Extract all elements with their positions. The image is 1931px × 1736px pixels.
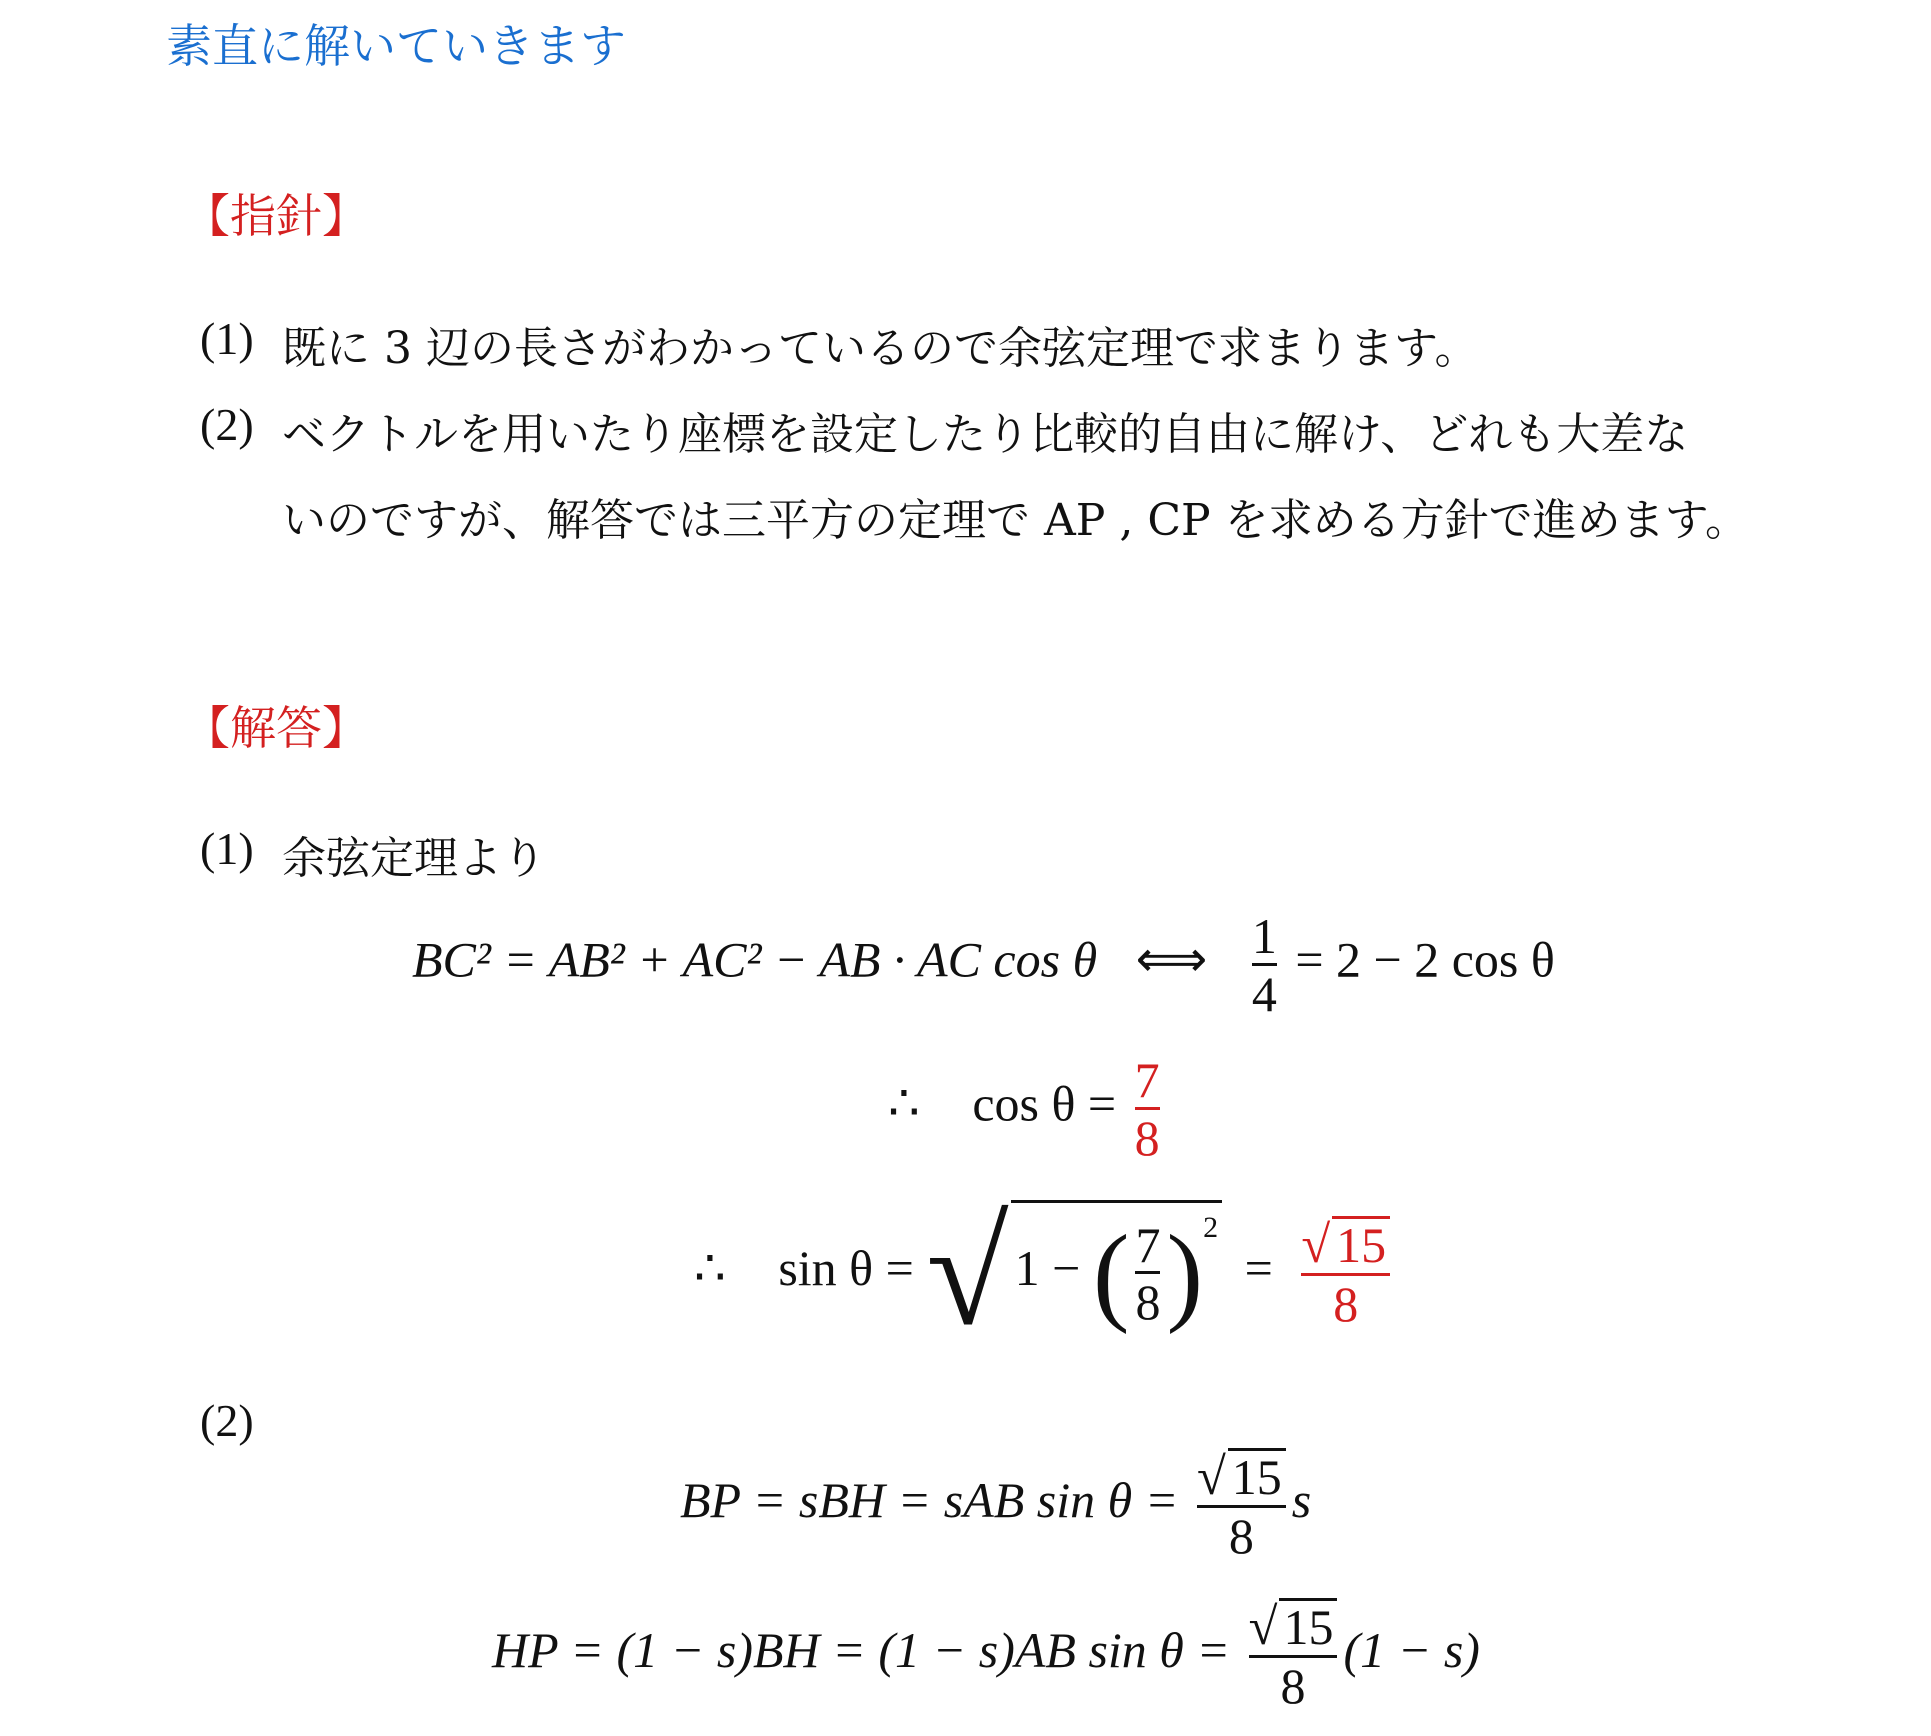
- equation-law-of-cosines: [412, 910, 1555, 1020]
- eq3-left: sin θ =: [778, 1240, 914, 1296]
- policy-item1-number: (1): [200, 313, 254, 364]
- part1-text: 余弦定理より: [282, 833, 546, 884]
- eq3-equals: =: [1244, 1240, 1273, 1296]
- cos-result-numerator: 7: [1134, 1052, 1160, 1108]
- eq4-fraction: [1197, 1448, 1286, 1563]
- therefore-symbol: ∴: [888, 1075, 920, 1132]
- eq5-sqrt: 15: [1279, 1598, 1337, 1654]
- policy-item2-number: (2): [200, 399, 254, 450]
- eq4-denominator: 8: [1197, 1505, 1286, 1563]
- policy-item2-line2: いのですが、解答では三平方の定理で AP , CP を求める方針で進めます。: [282, 495, 1750, 546]
- equation-sin: [694, 1190, 1396, 1357]
- eq5-tail: (1 − s): [1343, 1621, 1480, 1678]
- sqrt-icon: √: [1196, 1448, 1226, 1506]
- part1-number: (1): [200, 823, 254, 874]
- sqrt-icon: √: [1248, 1598, 1278, 1656]
- iff-symbol: ⟺: [1135, 931, 1208, 988]
- equation-bp: [680, 1448, 1311, 1563]
- eq3-inner-fraction: [1135, 1216, 1161, 1331]
- eq5-numerator: [1249, 1598, 1338, 1655]
- sin-result-numerator: [1301, 1216, 1390, 1273]
- eq4-left: BP = sBH = sAB sin θ =: [680, 1471, 1179, 1528]
- answer-heading: 【解答】: [184, 701, 368, 755]
- sqrt-icon: √: [1301, 1216, 1331, 1275]
- part2-number: (2): [200, 1395, 254, 1446]
- eq5-left: HP = (1 − s)BH = (1 − s)AB sin θ =: [492, 1621, 1231, 1678]
- intro-text: 素直に解いていきます: [166, 19, 626, 73]
- eq4-tail: s: [1291, 1471, 1312, 1528]
- eq3-inner-denominator: 8: [1135, 1271, 1160, 1329]
- policy-heading: 【指針】: [184, 189, 368, 243]
- eq1-fraction-numerator: 1: [1251, 908, 1277, 964]
- sin-result-fraction: [1301, 1216, 1390, 1331]
- eq1-fraction: [1252, 910, 1277, 1020]
- therefore-symbol-2: ∴: [694, 1240, 726, 1296]
- eq1-right: = 2 − 2 cos θ: [1295, 931, 1555, 988]
- eq1-left: BC² = AB² + AC² − AB · AC cos θ: [412, 931, 1098, 988]
- policy-item1-text: 既に 3 辺の長さがわかっているので余弦定理で求まります。: [282, 323, 1479, 374]
- policy-item2-line1: ベクトルを用いたり座標を設定したり比較的自由に解け、どれも大差な: [282, 409, 1689, 460]
- sin-result-sqrt: 15: [1332, 1216, 1390, 1272]
- eq2-left: cos θ =: [972, 1075, 1117, 1132]
- eq3-inner-numerator: 7: [1135, 1216, 1161, 1273]
- sqrt-body: [1011, 1200, 1222, 1335]
- eq4-numerator: [1197, 1448, 1286, 1505]
- cos-result-fraction: [1135, 1054, 1160, 1164]
- cos-result-denominator: 8: [1135, 1107, 1160, 1165]
- eq3-exponent: 2: [1203, 1211, 1219, 1244]
- eq4-sqrt: 15: [1228, 1448, 1286, 1504]
- eq3-one-minus: 1 −: [1014, 1240, 1081, 1296]
- eq1-fraction-denominator: 4: [1252, 963, 1277, 1021]
- equation-hp: [492, 1598, 1480, 1713]
- eq5-denominator: 8: [1249, 1655, 1338, 1713]
- right-paren-icon: ): [1166, 1212, 1204, 1335]
- sqrt-radical-icon: √: [926, 1190, 1009, 1357]
- eq5-fraction: [1249, 1598, 1338, 1713]
- equation-cos: [888, 1054, 1166, 1164]
- left-paren-icon: (: [1092, 1212, 1130, 1335]
- sin-result-denominator: 8: [1301, 1273, 1390, 1331]
